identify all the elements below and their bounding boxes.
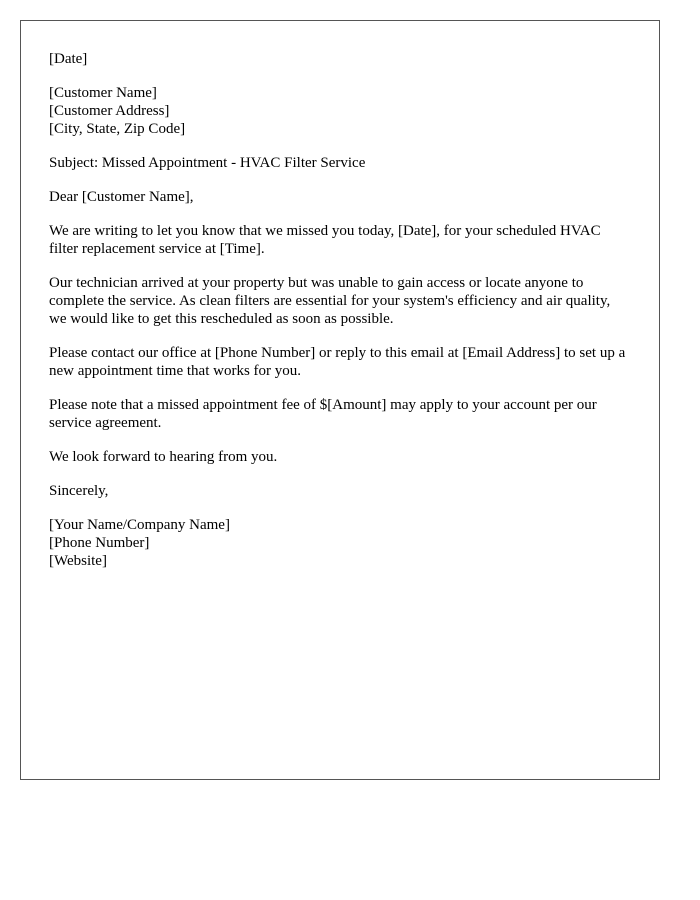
signature-name: [Your Name/Company Name] xyxy=(49,517,230,533)
letter-date-block xyxy=(49,50,631,68)
body-paragraph-4: Please note that a missed appointment fee of $[Amount] may apply to your account per our service agreement. xyxy=(49,397,597,431)
recipient-city-state-zip: [City, State, Zip Code] xyxy=(49,121,186,137)
body-paragraph-1: We are writing to let you know that we missed you today, [Date], for your scheduled HVAC filter replacement service at [Time]. xyxy=(49,223,601,257)
signature-phone: [Phone Number] xyxy=(49,535,150,551)
signature-block xyxy=(49,516,631,570)
letter-subject: Subject: Missed Appointment - HVAC Filter Service xyxy=(49,155,366,171)
recipient-name: [Customer Name] xyxy=(49,85,157,101)
signature-website: [Website] xyxy=(49,553,107,569)
letter-closing: Sincerely, xyxy=(49,483,109,499)
recipient-address: [Customer Address] xyxy=(49,103,170,119)
body-paragraph-2: Our technician arrived at your property but was unable to gain access or locate anyone to complete the service. As clean filters are essential for your system's efficiency and air quality, we would like to get this rescheduled as soon as possible. xyxy=(49,275,611,327)
body-paragraph-5: We look forward to hearing from you. xyxy=(49,449,278,465)
recipient-address-block xyxy=(49,84,631,138)
letter-document xyxy=(20,20,660,780)
letter-salutation: Dear [Customer Name], xyxy=(49,189,194,205)
letter-date: [Date] xyxy=(49,51,88,67)
body-paragraph-3: Please contact our office at [Phone Number] or reply to this email at [Email Address] to set up a new appointment time that works for you. xyxy=(49,345,626,379)
